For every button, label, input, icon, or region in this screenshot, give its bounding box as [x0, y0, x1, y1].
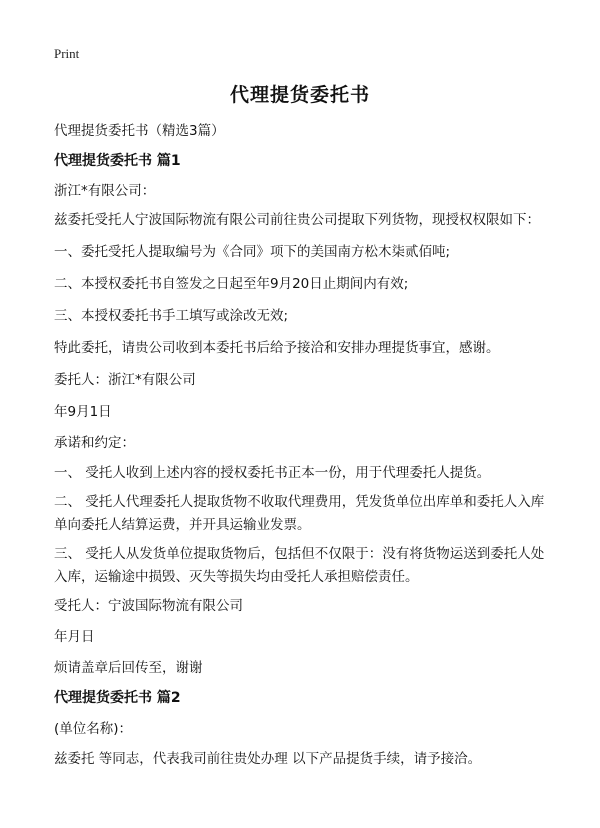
document-subtitle: 代理提货委托书（精选3篇）	[54, 123, 225, 139]
section1-promise3: 三、 受托人从发货单位提取货物后，包括但不仅限于：没有将货物运送到委托人处入库，运输途中损毁、灭失等损失均由受托人承担赔偿责任。	[54, 546, 545, 585]
section1-promise1: 一、 受托人收到上述内容的授权委托书正本一份，用于代理委托人提货。	[54, 465, 491, 481]
section1-recipient: 浙江*有限公司：	[54, 183, 156, 199]
section1-heading: 代理提货委托书 篇1	[54, 153, 181, 169]
section1-item3: 三、本授权委托书手工填写或涂改无效;	[54, 308, 289, 324]
section1-promise2: 二、 受托人代理委托人提取货物不收取代理费用，凭发货单位出库单和委托人入库单向委托人结算运费，并开具运输业发票。	[54, 494, 545, 533]
section1-agent: 受托人：宁波国际物流有限公司	[54, 598, 243, 614]
section1-item1: 一、委托受托人提取编号为《合同》项下的美国南方松木柒贰佰吨;	[54, 244, 451, 260]
section1-principal: 委托人：浙江*有限公司	[54, 372, 196, 388]
section1-item2: 二、本授权委托书自签发之日起至年9月20日止期间内有效;	[54, 276, 409, 292]
section1-promise-title: 承诺和约定：	[54, 435, 135, 451]
section2-heading: 代理提货委托书 篇2	[54, 690, 181, 706]
section1-intro: 兹委托受托人宁波国际物流有限公司前往贵公司提取下列货物，现授权权限如下：	[54, 212, 540, 228]
print-label[interactable]: Print	[54, 46, 80, 61]
section1-closing: 特此委托，请贵公司收到本委托书后给予接洽和安排办理提货事宜，感谢。	[54, 340, 500, 356]
section2-unit: (单位名称)：	[54, 721, 133, 737]
section2-intro: 兹委托 等同志，代表我司前往贵处办理 以下产品提货手续，请予接洽。	[54, 751, 482, 767]
document-title: 代理提货委托书	[229, 84, 370, 106]
section1-request: 烦请盖章后回传至，谢谢	[54, 660, 203, 676]
section1-agent-date: 年月日	[54, 629, 95, 645]
section1-date: 年9月1日	[54, 404, 112, 420]
